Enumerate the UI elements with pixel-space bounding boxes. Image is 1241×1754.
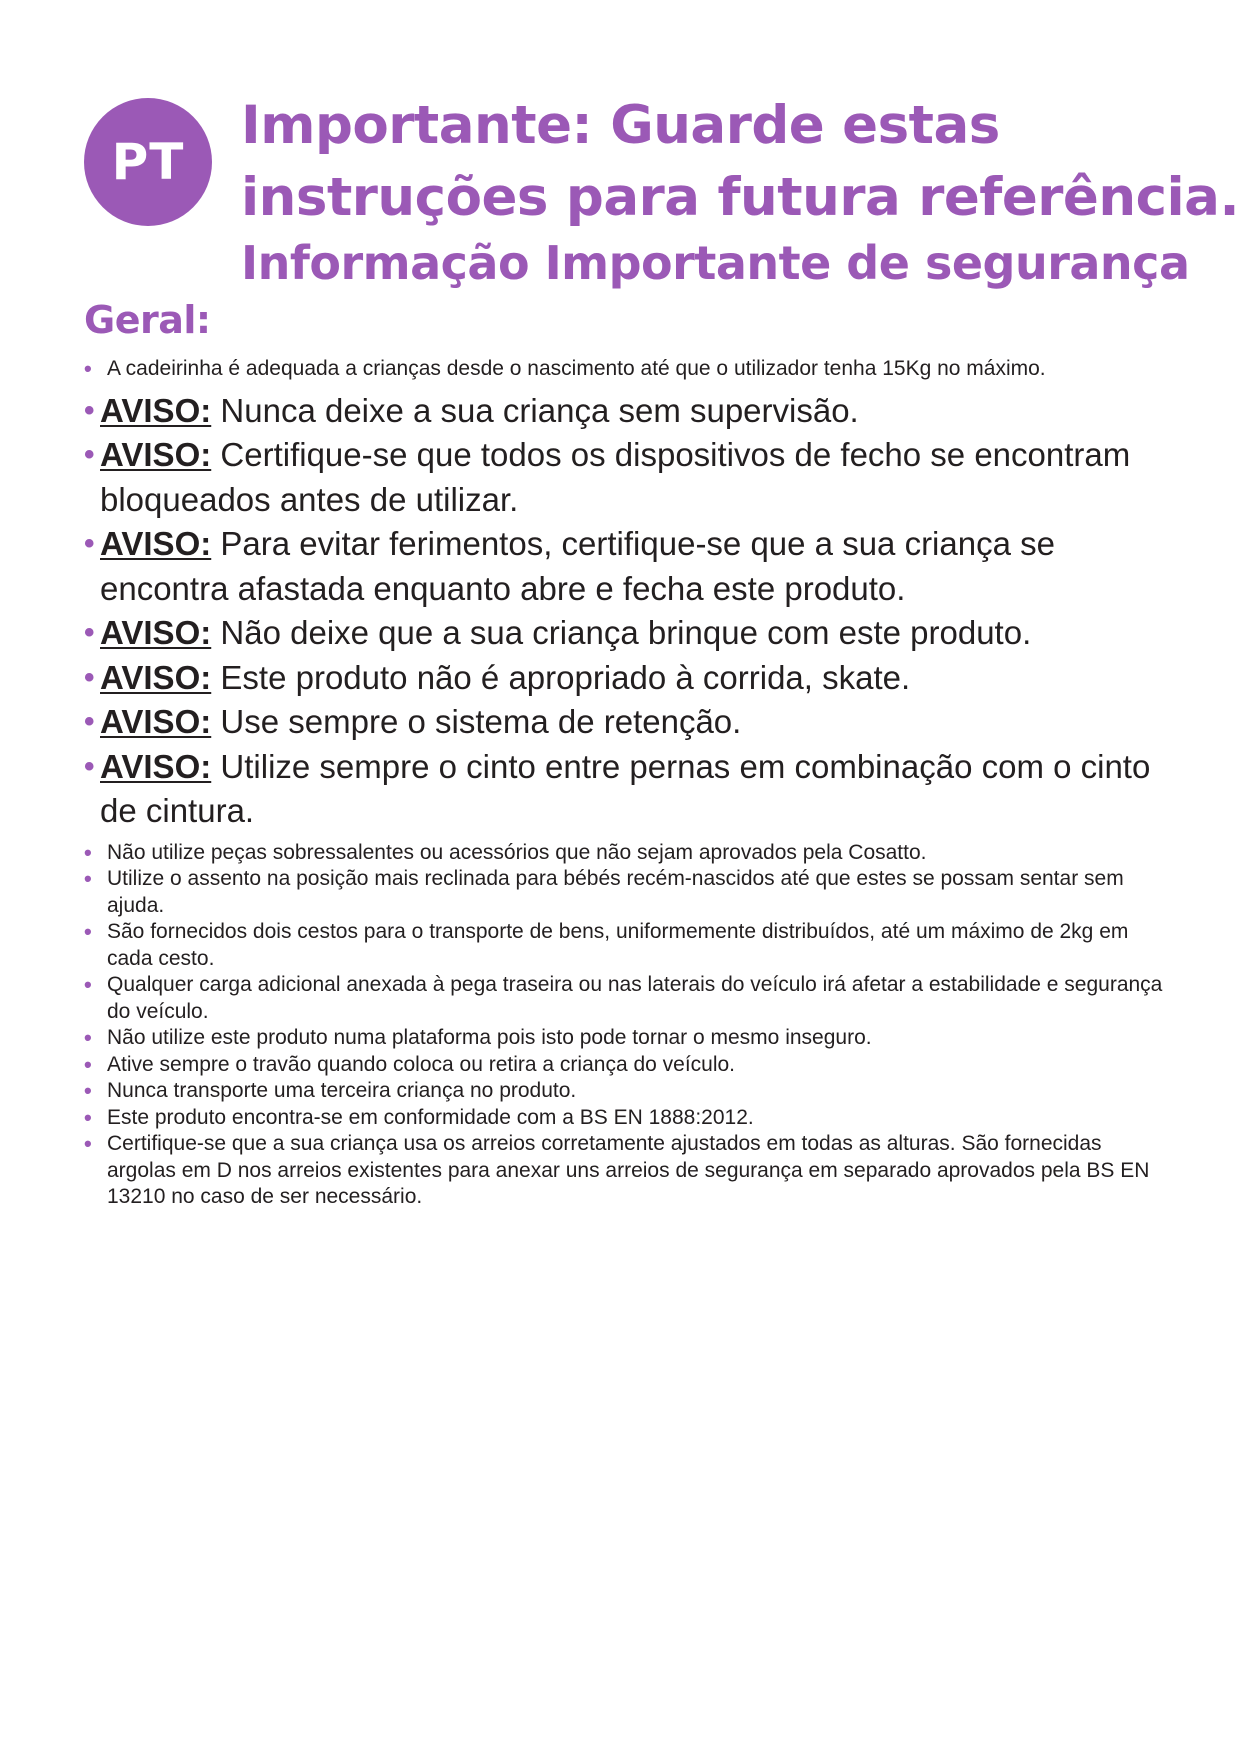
language-badge	[84, 98, 212, 226]
list-item-text: Ative sempre o travão quando coloca ou retira a criança do veículo.	[107, 1052, 736, 1076]
section-heading: Geral:	[84, 298, 211, 342]
warning-text: Não deixe que a sua criança brinque com este produto.	[211, 614, 1032, 651]
warning-label: AVISO:	[100, 747, 212, 785]
list-item-text: A cadeirinha é adequada a crianças desde o nascimento até que o utilizador tenha 15Kg no máximo.	[107, 357, 1046, 380]
warning-text: Este produto não é apropriado à corrida, skate.	[211, 658, 911, 696]
warning-text: Nunca deixe a sua criança sem supervisão.	[211, 391, 859, 429]
bullet-icon: •	[84, 438, 95, 471]
safety-list	[84, 356, 1174, 1211]
list-item	[84, 840, 1174, 867]
warning-text: Certifique-se que todos os dispositivos de fecho se encontram bloqueados antes de utilizar.	[100, 436, 1131, 518]
bullet-icon: •	[84, 527, 95, 560]
bullet-icon: •	[84, 866, 92, 891]
bullet-icon: •	[84, 1051, 92, 1077]
bullet-icon: •	[84, 1025, 92, 1050]
list-item	[84, 919, 1174, 972]
bullet-icon: •	[84, 919, 92, 944]
warning-item	[84, 389, 1174, 434]
list-item-text: Nunca transporte uma terceira criança no produto.	[107, 1079, 577, 1102]
list-item	[84, 1131, 1174, 1211]
list-item	[84, 1078, 1174, 1105]
warning-label: AVISO:	[100, 614, 212, 651]
list-item	[84, 1052, 1174, 1079]
page-title-line-1: Importante: Guarde estas	[241, 95, 1000, 156]
warning-text: Para evitar ferimentos, certifique-se que a sua criança se encontra afastada enquanto abre e fecha este produto.	[100, 525, 1055, 607]
language-badge-label: PT	[111, 133, 185, 191]
warning-item	[84, 611, 1174, 656]
list-item-text: Utilize o assento na posição mais reclinada para bébés recém-nascidos até que estes se possam sentar sem ajuda.	[107, 867, 1124, 917]
list-item-text: Não utilize peças sobressalentes ou acessórios que não sejam aprovados pela Cosatto.	[107, 840, 927, 864]
bullet-icon: •	[84, 1078, 92, 1103]
list-item	[84, 1105, 1174, 1132]
list-item-text: Este produto encontra-se em conformidade com a BS EN 1888:2012.	[107, 1105, 754, 1129]
list-item	[84, 866, 1174, 919]
warning-item	[84, 433, 1174, 522]
bullet-icon: •	[84, 749, 95, 783]
warning-item	[84, 656, 1174, 701]
bullet-icon: •	[84, 356, 92, 381]
list-item	[84, 1025, 1174, 1052]
warning-label: AVISO:	[100, 436, 212, 473]
list-item-text: Certifique-se que a sua criança usa os arreios corretamente ajustados em todas as alturas. São fornecidas argolas em D nos arreios existentes para anexar uns arreios de segurança em separado aprovados pela BS EN 13210 no caso de ser necessário.	[107, 1132, 1150, 1208]
list-item-text: São fornecidos dois cestos para o transporte de bens, uniformemente distribuídos, até um máximo de 2kg em cada cesto.	[107, 920, 1129, 970]
bullet-icon: •	[84, 1104, 92, 1130]
page-subtitle: Informação Importante de segurança	[241, 236, 1190, 290]
list-item-text: Não utilize este produto numa plataforma pois isto pode tornar o mesmo inseguro.	[107, 1026, 872, 1049]
bullet-icon: •	[84, 972, 92, 997]
title-block	[241, 90, 1240, 292]
list-item	[84, 356, 1174, 383]
warning-item	[84, 745, 1174, 834]
warning-text: Utilize sempre o cinto entre pernas em combinação com o cinto de cintura.	[100, 747, 1151, 829]
warning-item	[84, 700, 1174, 745]
bullet-icon: •	[84, 839, 92, 865]
warning-text: Use sempre o sistema de retenção.	[211, 703, 742, 740]
bullet-icon: •	[84, 393, 95, 427]
warning-item	[84, 522, 1174, 611]
warning-label: AVISO:	[100, 525, 212, 562]
bullet-icon: •	[84, 660, 95, 694]
bullet-icon: •	[84, 616, 95, 649]
warning-label: AVISO:	[100, 658, 212, 696]
list-item	[84, 972, 1174, 1025]
bullet-icon: •	[84, 1131, 92, 1156]
warning-label: AVISO:	[100, 391, 212, 429]
list-item-text: Qualquer carga adicional anexada à pega traseira ou nas laterais do veículo irá afetar a estabilidade e segurança do veículo.	[107, 973, 1163, 1023]
bullet-icon: •	[84, 705, 95, 738]
page-title-line-2: instruções para futura referência.	[241, 167, 1240, 228]
warning-label: AVISO:	[100, 703, 212, 740]
